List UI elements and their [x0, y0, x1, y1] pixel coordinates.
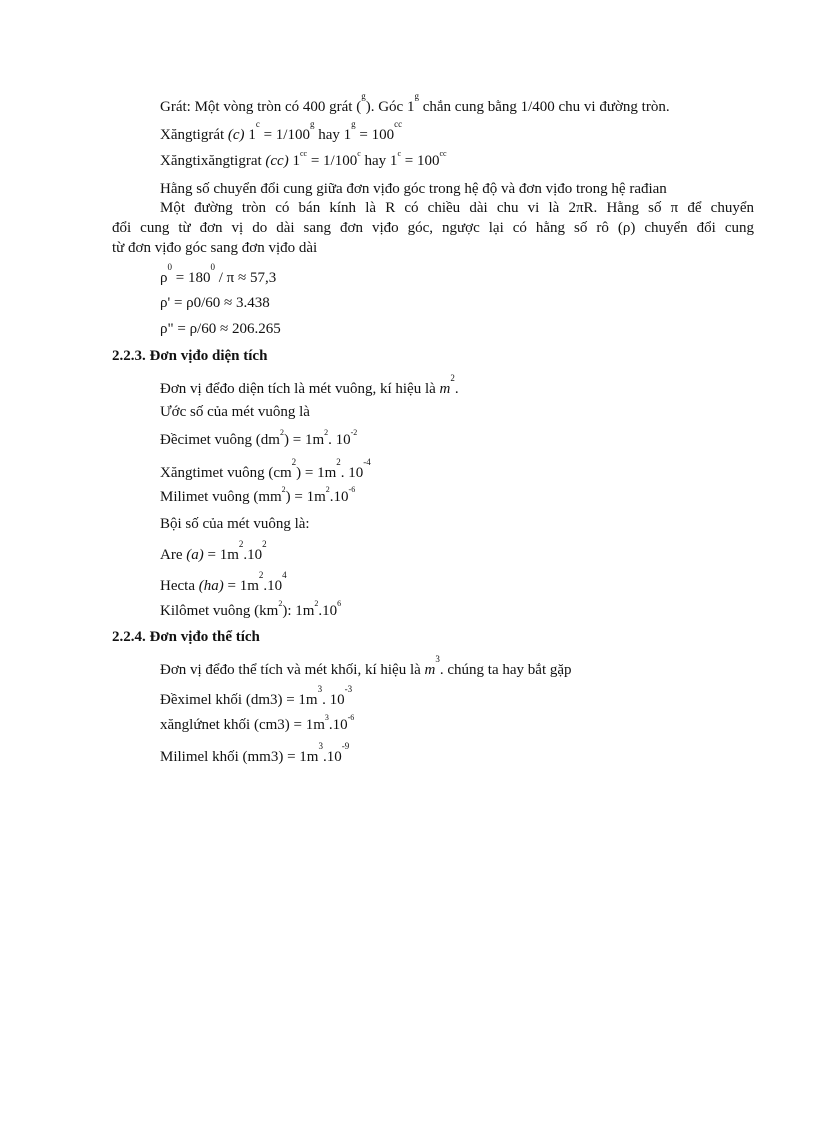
- text: = 1/100: [307, 153, 358, 169]
- text: Xăngtimet vuông (cm: [160, 465, 292, 481]
- volume-cm3: [160, 713, 355, 734]
- text: Đềcimet vuông (dm: [160, 432, 280, 448]
- rho-minute-formula: ρ' = ρ0/60 ≈ 3.438: [160, 295, 270, 311]
- text: .10: [329, 489, 349, 505]
- superscript: 2: [278, 599, 283, 608]
- superscript: cc: [394, 119, 403, 129]
- superscript: g: [309, 119, 315, 129]
- text: ) = 1m: [296, 465, 337, 481]
- area-dm2: [160, 428, 358, 449]
- superscript: 6: [337, 599, 342, 608]
- rho-degree-formula: [160, 262, 277, 287]
- superscript: 0: [210, 262, 215, 272]
- superscript: 2: [450, 373, 455, 383]
- superscript: 3: [324, 713, 329, 722]
- text: .10: [263, 578, 283, 594]
- volume-section-heading: 2.2.4. Đơn vịđo thể tích: [112, 629, 260, 645]
- superscript: c: [357, 149, 361, 158]
- text: .: [454, 381, 459, 397]
- text: Milimel khối (mm3) = 1m: [160, 749, 319, 765]
- centicentigrad-definition: [160, 149, 447, 170]
- area-intro: [160, 373, 459, 398]
- text: ) = 1m: [283, 432, 325, 448]
- superscript: 3: [317, 684, 323, 694]
- superscript: 2: [314, 599, 319, 608]
- paragraph-line-2: đổi cung từ đơn vị do dài sang đơn vịđo góc, ngược lại có hằng số rô (ρ) chuyển đổi cung: [112, 220, 754, 236]
- superscript: 4: [282, 570, 287, 580]
- text: Đơn vị đểđo diện tích là mét vuông, kí hiệu là: [160, 381, 440, 397]
- superscript: g: [414, 91, 419, 101]
- superscript: -3: [344, 684, 353, 694]
- text: 1: [288, 153, 300, 169]
- text: . chúng ta hay bắt gặp: [439, 662, 572, 678]
- conversion-heading: Hằng số chuyển đổi cung giữa đơn vịđo góc trong hệ độ và đơn vịđo trong hệ rađian: [160, 181, 667, 197]
- abbreviation: (cc): [265, 153, 289, 169]
- rho-second-formula: ρ" = ρ/60 ≈ 206.265: [160, 321, 281, 337]
- area-cm2: [160, 457, 371, 482]
- area-hectare: [160, 570, 287, 595]
- text: xănglứnet khối (cm3) = 1m: [160, 717, 325, 733]
- area-section-heading: 2.2.3. Đơn vịđo diện tích: [112, 348, 268, 364]
- superscript: 0: [167, 262, 172, 272]
- text: Milimet vuông (mm: [160, 489, 282, 505]
- text: .10: [243, 547, 263, 563]
- text: ) = 1m: [285, 489, 326, 505]
- text: Are: [160, 547, 187, 563]
- text: = 1m: [223, 578, 259, 594]
- superscript: 2: [325, 485, 330, 494]
- text: . 10: [340, 465, 364, 481]
- superscript: 2: [281, 485, 286, 494]
- text: hay 1: [314, 127, 352, 143]
- superscript: c: [255, 119, 260, 129]
- abbreviation: (a): [186, 547, 204, 563]
- text: ). Góc 1: [365, 99, 415, 115]
- text: = 100: [355, 127, 395, 143]
- superscript: 2: [258, 570, 264, 580]
- area-are: [160, 539, 267, 564]
- text: = 1m: [203, 547, 239, 563]
- superscript: 2: [262, 539, 267, 549]
- text: Hecta: [160, 578, 199, 594]
- text: Xăngtixăngtigrat: [160, 153, 266, 169]
- unit-symbol: m: [439, 381, 451, 397]
- superscript: cc: [299, 149, 308, 158]
- superscript: -4: [363, 457, 371, 467]
- text: Kilômet vuông (km: [160, 603, 279, 619]
- area-multiples-title: Bội số của mét vuông là:: [160, 516, 310, 532]
- paragraph-line-1: Một đường tròn có bán kính là R có chiều dài chu vi là 2πR. Hằng số π để chuyển: [160, 200, 754, 216]
- superscript: 3: [318, 741, 323, 751]
- abbreviation: (c): [227, 127, 245, 143]
- area-submultiples-title: Ước số của mét vuông là: [160, 404, 310, 420]
- unit-symbol: m: [424, 662, 436, 678]
- text: = 1/100: [259, 127, 310, 143]
- superscript: 2: [238, 539, 244, 549]
- text: . 10: [322, 692, 345, 708]
- superscript: 2: [279, 428, 284, 437]
- superscript: -2: [350, 428, 358, 437]
- centigrad-definition: [160, 119, 403, 144]
- area-mm2: [160, 485, 356, 506]
- area-km2: [160, 599, 342, 620]
- superscript: c: [397, 149, 401, 158]
- text: Grát: Một vòng tròn có 400 grát (: [160, 99, 362, 115]
- text: .10: [328, 717, 348, 733]
- text: = 180: [172, 270, 211, 286]
- text: 1: [244, 127, 256, 143]
- text: .10: [322, 749, 342, 765]
- text: . 10: [328, 432, 351, 448]
- superscript: -6: [348, 485, 356, 494]
- text: .10: [318, 603, 338, 619]
- superscript: g: [351, 119, 356, 129]
- superscript: cc: [439, 149, 447, 158]
- volume-mm3: [160, 741, 350, 766]
- text: hay 1: [360, 153, 398, 169]
- grad-definition: [160, 91, 670, 116]
- text: ): 1m: [282, 603, 315, 619]
- text: / π ≈ 57,3: [214, 270, 277, 286]
- text: Đơn vị đểđo thể tích và mét khối, kí hiệu là: [160, 662, 425, 678]
- superscript: -6: [347, 713, 355, 722]
- volume-dm3: [160, 684, 353, 709]
- text: chắn cung bằng 1/400 chu vi đường tròn.: [418, 99, 670, 115]
- abbreviation: (ha): [198, 578, 224, 594]
- text: Xăngtigrát: [160, 127, 228, 143]
- text: = 100: [401, 153, 440, 169]
- text: ρ: [160, 270, 168, 286]
- text: Đềximel khối (dm3) = 1m: [160, 692, 318, 708]
- superscript: 2: [291, 457, 297, 467]
- superscript: 3: [435, 654, 440, 664]
- volume-intro: [160, 654, 572, 679]
- superscript: 2: [336, 457, 341, 467]
- superscript: -9: [341, 741, 350, 751]
- superscript: g: [361, 91, 366, 101]
- paragraph-line-3: từ đơn vịđo góc sang đơn vịđo dài: [112, 240, 318, 256]
- superscript: 2: [324, 428, 329, 437]
